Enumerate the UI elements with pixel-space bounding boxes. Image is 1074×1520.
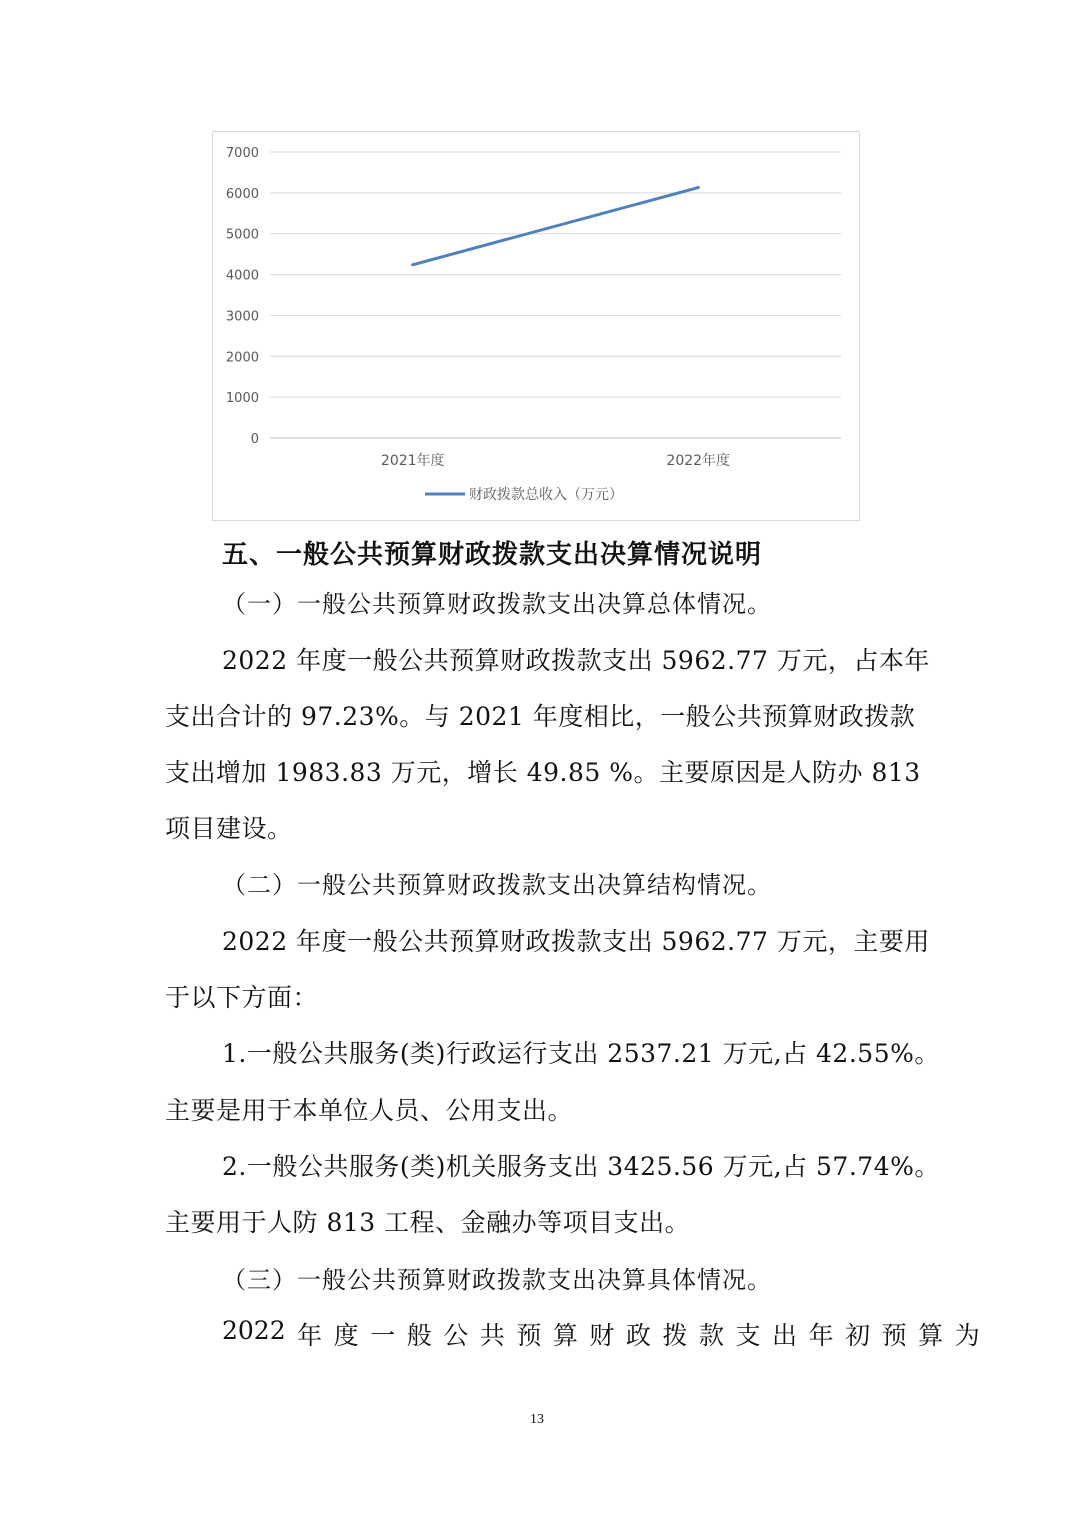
y-tick-label: 2000 [225,350,259,366]
word: 预 [881,1321,907,1350]
word: 年 [808,1321,834,1350]
subheading-structure: （二）一般公共预算财政拨款支出决算结构情况。 [222,871,772,899]
paragraph-line: 主要用于人防 813 工程、金融办等项目支出。 [165,1208,691,1237]
data-point [411,263,414,266]
paragraph-line: 支出合计的 97.23%。与 2021 年度相比，一般公共预算财政拨款 [165,702,916,731]
paragraph-line: 支出增加 1983.83 万元，增长 49.85 %。主要原因是人防办 813 [165,758,921,787]
section-heading: 五、一般公共预算财政拨款支出决算情况说明 [222,540,763,570]
word: 度 [333,1321,359,1350]
word: 算 [552,1321,578,1350]
subheading-detail: （三）一般公共预算财政拨款支出决算具体情况。 [222,1266,772,1294]
data-point [697,186,700,189]
justified-paragraph-line [222,1316,980,1352]
word: 拨 [662,1321,688,1350]
paragraph-line: 2022 年度一般公共预算财政拨款支出 5962.77 万元，主要用 [222,927,930,956]
word: 年 [297,1321,323,1350]
legend-label: 财政拨款总收入（万元） [469,487,623,503]
word: 一 [370,1321,396,1350]
y-tick-label: 0 [250,432,259,447]
line-chart [212,131,860,521]
y-tick-label: 4000 [225,268,259,284]
paragraph-line: 于以下方面： [165,983,319,1012]
series-line [413,188,699,265]
paragraph-line: 主要是用于本单位人员、公用支出。 [165,1096,574,1125]
word: 共 [479,1321,505,1350]
word: 预 [516,1321,542,1350]
chart-svg [213,132,859,520]
word: 公 [443,1321,469,1350]
word: 财 [589,1321,615,1350]
page-number: 13 [530,1412,544,1427]
word: 为 [954,1321,980,1350]
y-tick-label: 1000 [225,391,259,407]
word: 算 [918,1321,944,1350]
y-tick-label: 5000 [225,227,259,243]
paragraph-line: 2022 年度一般公共预算财政拨款支出 5962.77 万元，占本年 [222,646,930,675]
y-tick-label: 7000 [225,146,259,161]
word: 款 [698,1321,724,1350]
word: 初 [845,1321,871,1350]
y-tick-label: 6000 [225,186,259,202]
word: 2022 [222,1316,286,1345]
word: 出 [772,1321,798,1350]
x-tick-label: 2022年度 [666,453,731,469]
word: 般 [406,1321,432,1350]
paragraph-line: 2.一般公共服务(类)机关服务支出 3425.56 万元,占 57.74%。 [222,1152,940,1181]
paragraph-line: 项目建设。 [165,814,293,843]
paragraph-line: 1.一般公共服务(类)行政运行支出 2537.21 万元,占 42.55%。 [222,1039,940,1068]
word: 支 [735,1321,761,1350]
y-tick-label: 3000 [225,309,259,325]
subheading-overall: （一）一般公共预算财政拨款支出决算总体情况。 [222,590,772,618]
x-tick-label: 2021年度 [380,453,445,469]
word: 政 [625,1321,651,1350]
